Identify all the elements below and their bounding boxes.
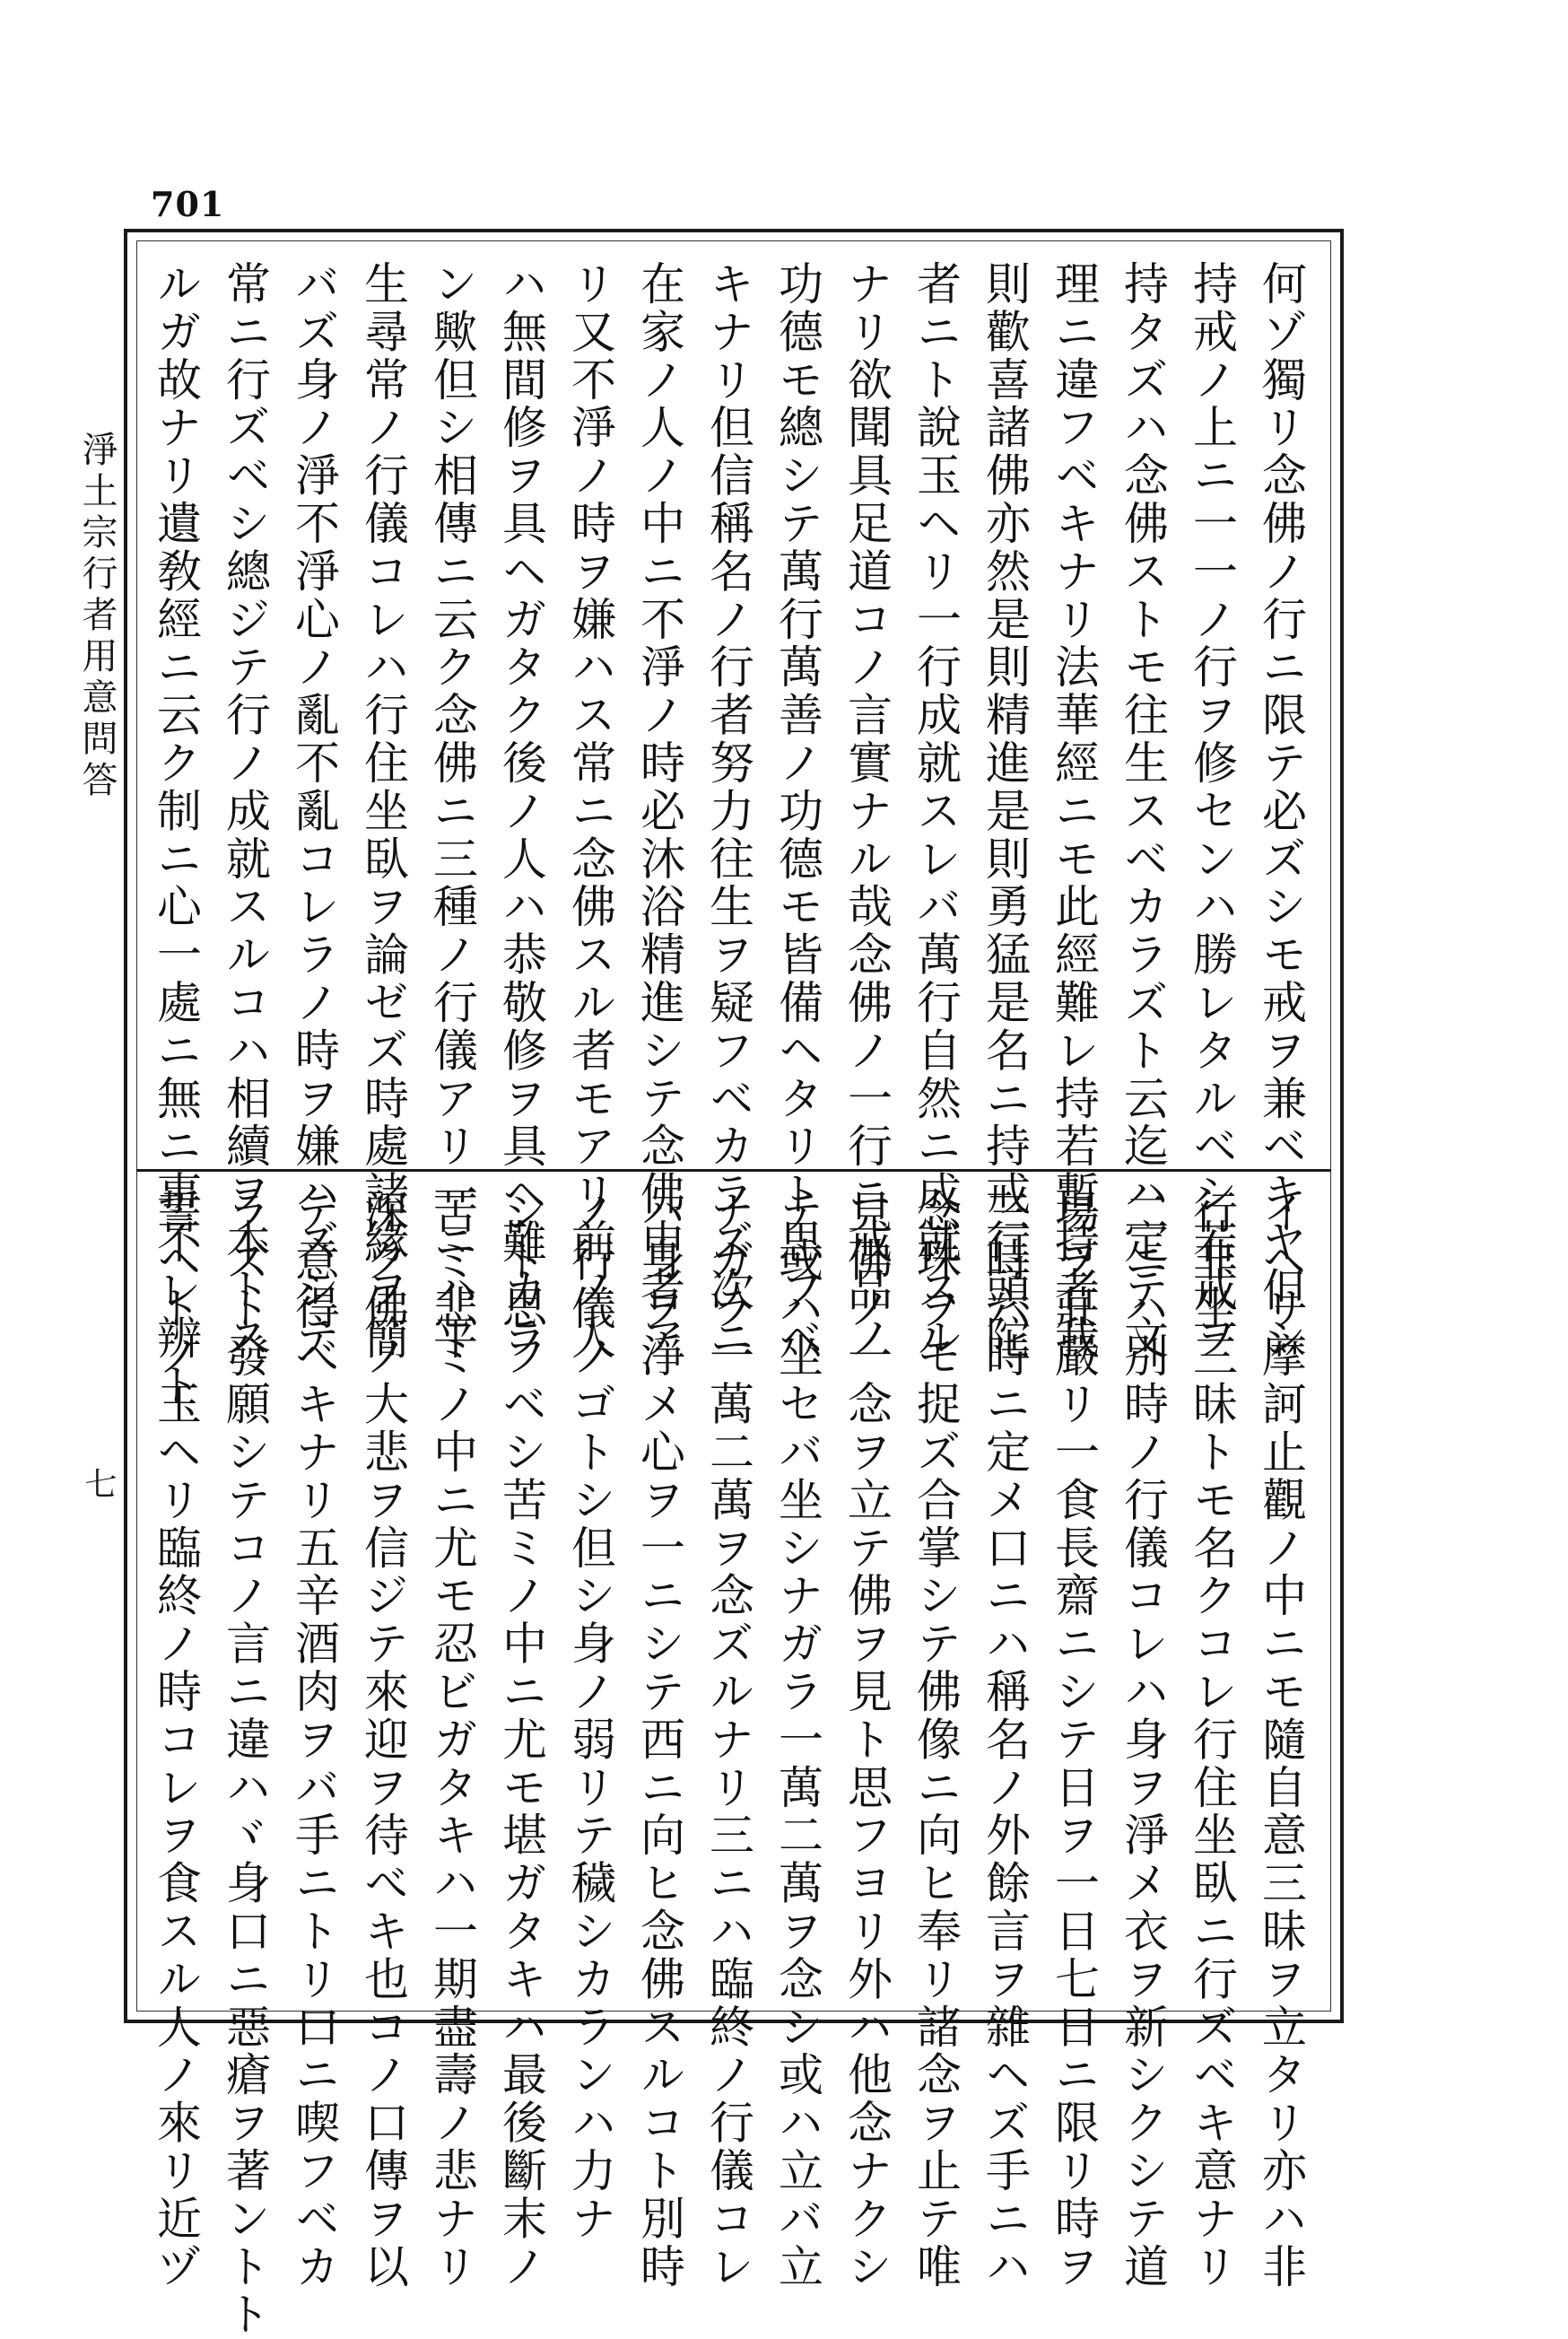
side-folio: 七 xyxy=(80,1467,117,1499)
text-column: リ又不淨ノ時ヲ嫌ハス常ニ念佛スル者モアリ前ノ人 xyxy=(564,260,616,1363)
text-column: 功德モ總シテ萬行萬善ノ功德モ皆備ヘタリト思フベ xyxy=(771,260,823,1363)
text-column: 何ゾ獨リ念佛ノ行ニ限テ必ズシモ戒ヲ兼ベキヤ但シ xyxy=(1255,260,1307,1363)
text-column: 三時六時ニ定メ口ニハ稱名ノ外餘言ヲ雜ヘズ手ニハ xyxy=(979,1189,1031,2291)
text-column: バズ身ノ淨不淨心ノ亂不亂コレラノ時ヲ嫌ハズシテ xyxy=(288,260,340,1363)
text-column: 常ニ行ズベシ總ジテ行ノ成就スルコハ相續ヲ本トス xyxy=(219,260,271,1363)
text-column: 在家ノ人ノ中ニ不淨ノ時必沐浴精進シテ念佛申者ア xyxy=(633,260,685,1363)
text-column: ナガラ一萬二萬ヲ念ズルナリ三ニハ臨終ノ行儀コレ xyxy=(702,1189,754,2291)
text-column: シト思フベシ苦ミノ中ニ尤モ堪ガタキハ最後斷末ノ xyxy=(495,1189,547,2291)
text-column: 場ヲ莊嚴リ一食長齋ニシテ日ヲ一日七日ニ限リ時ヲ xyxy=(1048,1189,1100,2291)
text-column: キナリ但信稱名ノ行者努力往生ヲ疑フベカラズ次ニ xyxy=(702,260,754,1363)
text-column: 理ニ違フベキナリ法華經ニモ此經難レ持若暫持者我 xyxy=(1048,260,1100,1363)
text-column: テ或ハ坐セバ坐シナガラ一萬二萬ヲ念シ或ハ立バ立 xyxy=(771,1189,823,2291)
running-title: 淨土宗行者用意問答 xyxy=(76,431,118,802)
text-column: ナリ欲聞具足道コノ言實ナル哉念佛ノ一行ニ戒品ノ xyxy=(841,260,893,1363)
text-column: 則歡喜諸佛亦然是則精進是則勇猛是名ニ持戒行頭陀 xyxy=(979,260,1031,1363)
text-column: イヘリ摩訶止觀ノ中ニモ隨自意三昧ヲ立タリ亦ハ非 xyxy=(1255,1189,1307,2291)
text-column: ン歟但シ相傳ニ云ク念佛ニ三種ノ行儀アリ一ニハ平 xyxy=(426,260,478,1363)
text-column: ノ行儀ノゴトシ但シ身ノ弱リテ穢シカランハ力ナ xyxy=(564,1189,616,2243)
text-column: 見佛ノ一念ヲ立テ佛ヲ見ト思フヨリ外ハ他念ナクシ xyxy=(841,1189,893,2291)
text-column: ハ身ヲ淨メ心ヲ一ニシテ西ニ向ヒ念佛スルコト別時 xyxy=(633,1189,685,2291)
text-column: ルガ故ナリ遺敎經ニ云ク制ニ心一處ニ無ニ事不レ辨ト xyxy=(150,260,202,1410)
text-column: 誓ヘトノ玉ヘリ臨終ノ時コレヲ食スル人ノ來リ近ヅ xyxy=(150,1189,202,2291)
text-column: 念珠ヲモ捉ズ合掌シテ佛像ニ向ヒ奉リ諸念ヲ止テ唯 xyxy=(910,1189,962,2291)
text-column: 苦ミ悲ミノ中ニ尤モ忍ビガタキハ一期盡壽ノ悲ナリ xyxy=(426,1189,478,2291)
text-column: 行非坐三昧トモ名クコレ行住坐臥ニ行ズベキ意ナリ xyxy=(1186,1189,1238,2291)
text-column: ハ無間修ヲ具ヘガタク後ノ人ハ恭敬修ヲ具ヘ難カラ xyxy=(495,260,547,1363)
text-column: 二ニハ別時ノ行儀コレハ身ヲ淨メ衣ヲ新シクシテ道 xyxy=(1117,1189,1169,2291)
text-column: 持戒ノ上ニ一一ノ行ヲ修センハ勝レタルベシ若戒ヲ xyxy=(1186,260,1238,1363)
text-column: 生尋常ノ行儀コレハ行住坐臥ヲ論ゼズ時處諸緣ヲ簡 xyxy=(357,260,409,1363)
text-column: 持タズハ念佛ストモ往生スベカラズト云迄ハ定テ文 xyxy=(1117,260,1169,1363)
text-column: 深ク佛ノ大悲ヲ信ジテ來迎ヲ待べキ也コノ口傳ヲ以 xyxy=(357,1189,409,2291)
text-column: 者ニト說玉ヘリ一行成就スレバ萬行自然ニ成就スル xyxy=(910,260,962,1363)
text-column: ラズト發願シテコノ言ニ違ハヾ身口ニ惡瘡ヲ著ントト xyxy=(219,1189,271,2339)
text-column: テ意得べキナリ五辛酒肉ヲバ手ニトリ口ニ喫フベカ xyxy=(288,1189,340,2291)
page-number: 701 xyxy=(151,184,225,224)
